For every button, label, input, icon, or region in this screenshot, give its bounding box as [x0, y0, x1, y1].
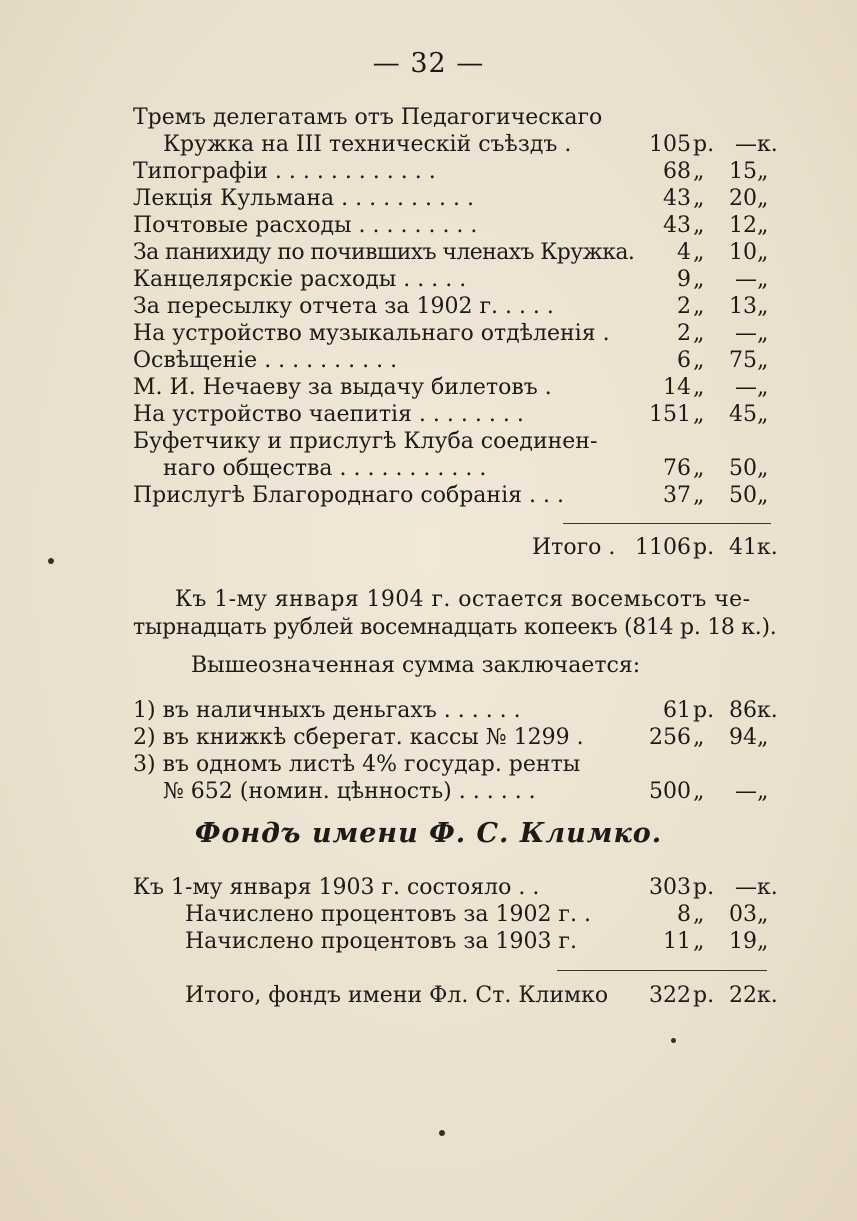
balance-line-1: Къ 1-му января 1904 г. остается восемьсотъ че-: [175, 587, 751, 612]
kopeks-value: 19: [729, 929, 757, 954]
fund-list: [133, 874, 779, 955]
list-item: [133, 697, 779, 724]
rubles-value: 151: [649, 402, 691, 427]
list-item: [133, 455, 779, 482]
balance-paragraph: [133, 586, 781, 642]
item-label: Начислено процентовъ за 1903 г.: [185, 929, 577, 954]
total-kopeks: 41: [729, 535, 757, 560]
rubles-unit: „: [693, 375, 705, 400]
item-label: Лекція Кульмана . . . . . . . . . .: [133, 186, 474, 211]
rubles-value: 11: [663, 929, 691, 954]
kopeks-unit: „: [757, 725, 769, 750]
rubles-unit: „: [693, 902, 705, 927]
rubles-unit: „: [693, 213, 705, 238]
total-rubles: 1106: [635, 535, 691, 560]
item-label: На устройство чаепитія . . . . . . . .: [133, 402, 524, 427]
rubles-unit: „: [693, 348, 705, 373]
kopeks-unit: „: [757, 240, 768, 265]
fund-heading: Фондъ имени Ф. С. Климко.: [194, 818, 663, 849]
kopeks-unit: „: [757, 294, 769, 319]
kopeks-unit: „: [757, 159, 769, 184]
list-item: [133, 131, 779, 158]
rubles-value: 4: [677, 240, 691, 265]
rubles-unit: „: [693, 321, 705, 346]
kopeks-unit: к.: [757, 875, 778, 900]
page-number: — 32 —: [372, 48, 485, 79]
item-label: Начислено процентовъ за 1902 г. .: [185, 902, 591, 927]
kopeks-unit: „: [757, 186, 769, 211]
kopeks-value: 13: [729, 294, 757, 319]
rubles-value: 37: [663, 483, 691, 508]
kopeks-value: 94: [729, 725, 757, 750]
kopeks-unit: „: [757, 929, 769, 954]
rubles-value: 43: [663, 213, 691, 238]
rubles-unit: „: [693, 483, 705, 508]
total-line: [133, 982, 779, 1009]
list-item: [133, 212, 779, 239]
list-item: [133, 928, 779, 955]
rubles-value: 105: [649, 132, 691, 157]
rubles-value: 500: [649, 779, 691, 804]
total-kopeks-unit: к.: [757, 535, 778, 560]
kopeks-unit: к.: [757, 132, 778, 157]
kopeks-value: —: [735, 132, 757, 157]
rubles-value: 303: [649, 875, 691, 900]
rubles-unit: „: [693, 186, 705, 211]
rubles-unit: „: [693, 294, 705, 319]
kopeks-unit: „: [757, 779, 769, 804]
item-label: 2) въ книжкѣ сберегат. кассы № 1299 .: [133, 725, 584, 750]
item-label: Кружка на III техническій съѣздъ .: [163, 132, 572, 157]
total-rule: [563, 523, 771, 524]
kopeks-value: 50: [729, 483, 757, 508]
item-label: Къ 1-му января 1903 г. состояло . .: [133, 875, 540, 900]
kopeks-value: 45: [729, 402, 757, 427]
kopeks-value: 03: [729, 902, 757, 927]
rubles-unit: „: [693, 240, 704, 265]
list-item: [133, 428, 779, 455]
item-label: 3) въ одномъ листѣ 4% государ. ренты: [133, 752, 581, 777]
kopeks-value: 50: [729, 456, 757, 481]
kopeks-unit: к.: [757, 698, 778, 723]
fund-total-rubles: 322: [649, 983, 691, 1008]
rubles-unit: р.: [693, 132, 715, 157]
kopeks-value: —: [735, 375, 757, 400]
total-rubles-unit: р.: [693, 535, 715, 560]
item-label: На устройство музыкальнаго отдѣленія .: [133, 321, 610, 346]
fund-total-kopeks: 22: [729, 983, 757, 1008]
item-label: Буфетчику и прислугѣ Клуба соединен-: [133, 429, 598, 454]
item-label: Канцелярскіе расходы . . . . .: [133, 267, 467, 292]
kopeks-unit: „: [757, 402, 769, 427]
list-item: [133, 185, 779, 212]
fund-total-kopeks-unit: к.: [757, 983, 778, 1008]
expenses-list: [133, 104, 779, 509]
kopeks-unit: „: [757, 483, 769, 508]
kopeks-value: 15: [729, 159, 757, 184]
item-label: № 652 (номин. цѣнность) . . . . . .: [163, 779, 536, 804]
kopeks-value: 86: [729, 698, 757, 723]
rubles-value: 76: [663, 456, 691, 481]
fund-total-row: [133, 982, 779, 1009]
kopeks-value: —: [735, 875, 757, 900]
item-label: Прислугѣ Благороднаго собранія . . .: [133, 483, 564, 508]
list-item: [133, 293, 779, 320]
composition-list: [133, 697, 779, 805]
ink-speck: [48, 558, 54, 564]
list-item: [133, 104, 779, 131]
item-label: За панихиду по почившихъ членахъ Кружка.: [133, 240, 635, 265]
rubles-value: 8: [677, 902, 691, 927]
kopeks-value: —: [735, 779, 757, 804]
kopeks-unit: „: [757, 456, 769, 481]
ink-speck: [439, 1130, 445, 1136]
ink-speck: [671, 1038, 676, 1043]
kopeks-unit: „: [757, 902, 769, 927]
composition-heading: Вышеозначенная сумма заключается:: [191, 653, 641, 678]
list-item: [133, 874, 779, 901]
rubles-value: 68: [663, 159, 691, 184]
rubles-unit: р.: [693, 875, 715, 900]
list-item: [133, 239, 779, 266]
item-label: Почтовые расходы . . . . . . . . .: [133, 213, 478, 238]
rubles-value: 6: [677, 348, 691, 373]
fund-total-rubles-unit: р.: [693, 983, 715, 1008]
rubles-unit: „: [693, 159, 705, 184]
kopeks-unit: „: [757, 267, 769, 292]
rubles-unit: „: [693, 779, 705, 804]
kopeks-value: 20: [729, 186, 757, 211]
list-item: [133, 901, 779, 928]
item-label: М. И. Нечаеву за выдачу билетовъ .: [133, 375, 552, 400]
rubles-unit: „: [693, 456, 705, 481]
kopeks-unit: „: [757, 321, 769, 346]
list-item: [133, 320, 779, 347]
rubles-unit: „: [693, 929, 705, 954]
expenses-total-row: [133, 534, 779, 561]
rubles-value: 9: [677, 267, 691, 292]
rubles-unit: „: [693, 402, 705, 427]
rubles-unit: „: [693, 267, 705, 292]
item-label: Освѣщеніе . . . . . . . . . .: [133, 348, 398, 373]
total-label: Итого .: [532, 535, 616, 560]
fund-total-rule: [557, 970, 767, 971]
list-item: [133, 158, 779, 185]
balance-line-2: тырнадцать рублей восемнадцать копеекъ (814 р. 18 к.).: [133, 615, 777, 640]
list-item: [133, 778, 779, 805]
kopeks-unit: „: [757, 348, 769, 373]
kopeks-value: 12: [729, 213, 757, 238]
rubles-value: 43: [663, 186, 691, 211]
item-label: Тремъ делегатамъ отъ Педагогическаго: [133, 105, 603, 130]
rubles-value: 2: [677, 294, 691, 319]
item-label: 1) въ наличныхъ деньгахъ . . . . . .: [133, 698, 521, 723]
item-label: наго общества . . . . . . . . . . .: [163, 456, 487, 481]
kopeks-value: 75: [729, 348, 757, 373]
rubles-unit: „: [693, 725, 705, 750]
rubles-value: 2: [677, 321, 691, 346]
list-item: [133, 751, 779, 778]
list-item: [133, 374, 779, 401]
rubles-value: 256: [649, 725, 691, 750]
kopeks-unit: „: [757, 213, 769, 238]
total-line: [133, 534, 779, 561]
list-item: [133, 401, 779, 428]
kopeks-unit: „: [757, 375, 769, 400]
item-label: За пересылку отчета за 1902 г. . . . .: [133, 294, 554, 319]
rubles-unit: р.: [693, 698, 715, 723]
rubles-value: 61: [663, 698, 691, 723]
list-item: [133, 347, 779, 374]
kopeks-value: —: [735, 267, 757, 292]
fund-total-label: Итого, фондъ имени Фл. Ст. Климко: [185, 983, 609, 1008]
list-item: [133, 724, 779, 751]
list-item: [133, 482, 779, 509]
item-label: Типографіи . . . . . . . . . . . .: [133, 159, 436, 184]
list-item: [133, 266, 779, 293]
kopeks-value: 10: [729, 240, 757, 265]
kopeks-value: —: [735, 321, 757, 346]
rubles-value: 14: [663, 375, 691, 400]
